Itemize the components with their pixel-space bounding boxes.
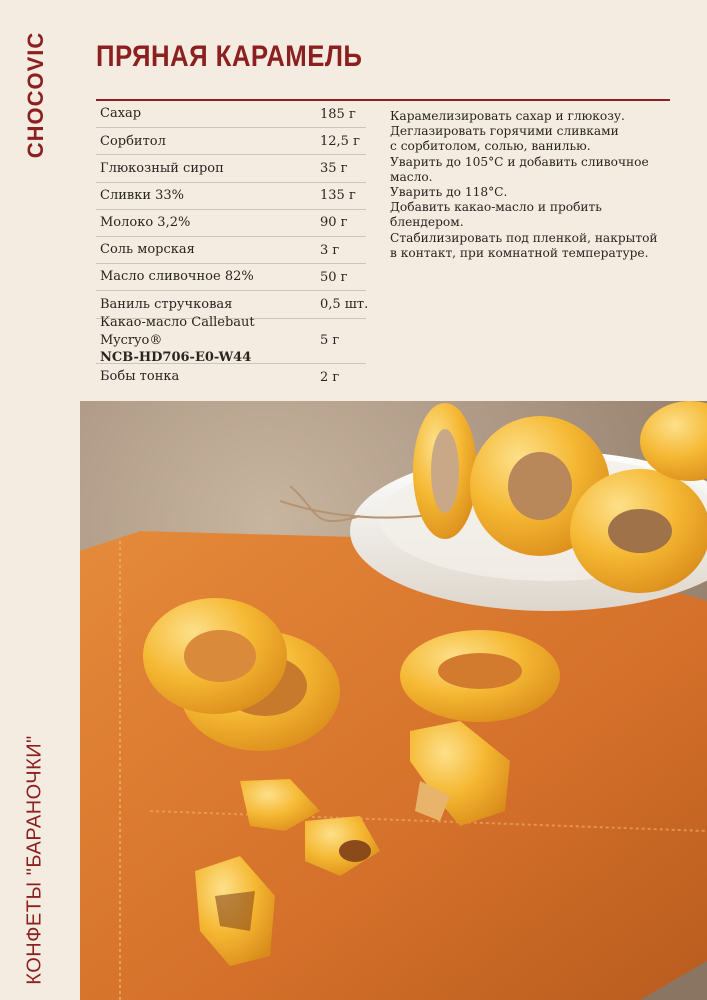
- brand-name: CHOCOVIC: [23, 31, 48, 159]
- method-line: блендером.: [390, 215, 464, 230]
- ingredient-qty: 135 г: [320, 188, 356, 204]
- series-label: КОНФЕТЫ "БАРАНОЧКИ": [23, 735, 46, 985]
- product-photo: [80, 401, 707, 1000]
- ingredient-row: [96, 264, 366, 291]
- ingredient-name: Сорбитол: [100, 133, 166, 149]
- method-line: масло.: [390, 169, 433, 184]
- ingredient-row: [96, 183, 366, 210]
- ingredient-qty: 0,5 шт.: [320, 296, 369, 312]
- method-line: Уварить до 118°С.: [390, 185, 508, 200]
- ingredient-row: [96, 210, 366, 237]
- ingredient-qty: 2 г: [320, 369, 340, 385]
- ingredient-name: Сливки 33%: [100, 187, 185, 203]
- recipe-title: ПРЯНАЯ КАРАМЕЛЬ: [96, 40, 363, 73]
- ingredient-qty: 3 г: [320, 242, 340, 258]
- ingredient-row: [96, 155, 366, 182]
- ingredient-name: [96, 314, 316, 367]
- method-line: Добавить какао-масло и пробить: [390, 200, 602, 215]
- ingredient-name: Масло сливочное 82%: [100, 269, 254, 285]
- ingredient-qty: 185 г: [320, 106, 356, 122]
- method-line: Уварить до 105°С и добавить сливочное: [390, 154, 649, 169]
- method-steps: [390, 109, 675, 261]
- ingredient-row: [96, 364, 366, 391]
- ingredient-qty: 5 г: [320, 333, 340, 348]
- ingredient-name: Молоко 3,2%: [100, 215, 191, 231]
- method-line: Стабилизировать под пленкой, накрытой: [390, 230, 658, 245]
- ingredient-qty: 90 г: [320, 215, 348, 231]
- ingredients-table: [96, 101, 369, 391]
- ingredient-name: Сахар: [100, 106, 142, 122]
- candy-photo-illustration: [80, 401, 707, 1000]
- ingredient-name-main: Какао-масло Callebaut Mycryo®: [100, 315, 255, 348]
- method-line: Карамелизировать сахар и глюкозу.: [390, 109, 625, 123]
- ingredient-name: Ваниль стручковая: [100, 296, 233, 312]
- ingredient-row: [96, 128, 366, 155]
- ingredient-name: Бобы тонка: [100, 369, 180, 385]
- ingredient-name: Глюкозный сироп: [100, 160, 224, 176]
- ingredient-row: [96, 237, 366, 264]
- method-line: с сорбитолом, солью, ванилью.: [390, 139, 591, 154]
- ingredient-name: Соль морская: [100, 242, 195, 258]
- series-label-vertical: [10, 730, 60, 990]
- brand-logo-vertical: [16, 30, 56, 160]
- ingredient-row: [96, 315, 366, 366]
- ingredient-qty: 12,5 г: [320, 133, 360, 149]
- method-line: Деглазировать горячими сливками: [390, 124, 619, 139]
- ingredient-product-code: NCB-HD706-E0-W44: [100, 350, 252, 366]
- ingredient-row: [96, 101, 366, 128]
- ingredient-qty: 50 г: [320, 269, 348, 285]
- ingredient-qty: 35 г: [320, 160, 348, 176]
- method-line: в контакт, при комнатной температуре.: [390, 245, 649, 260]
